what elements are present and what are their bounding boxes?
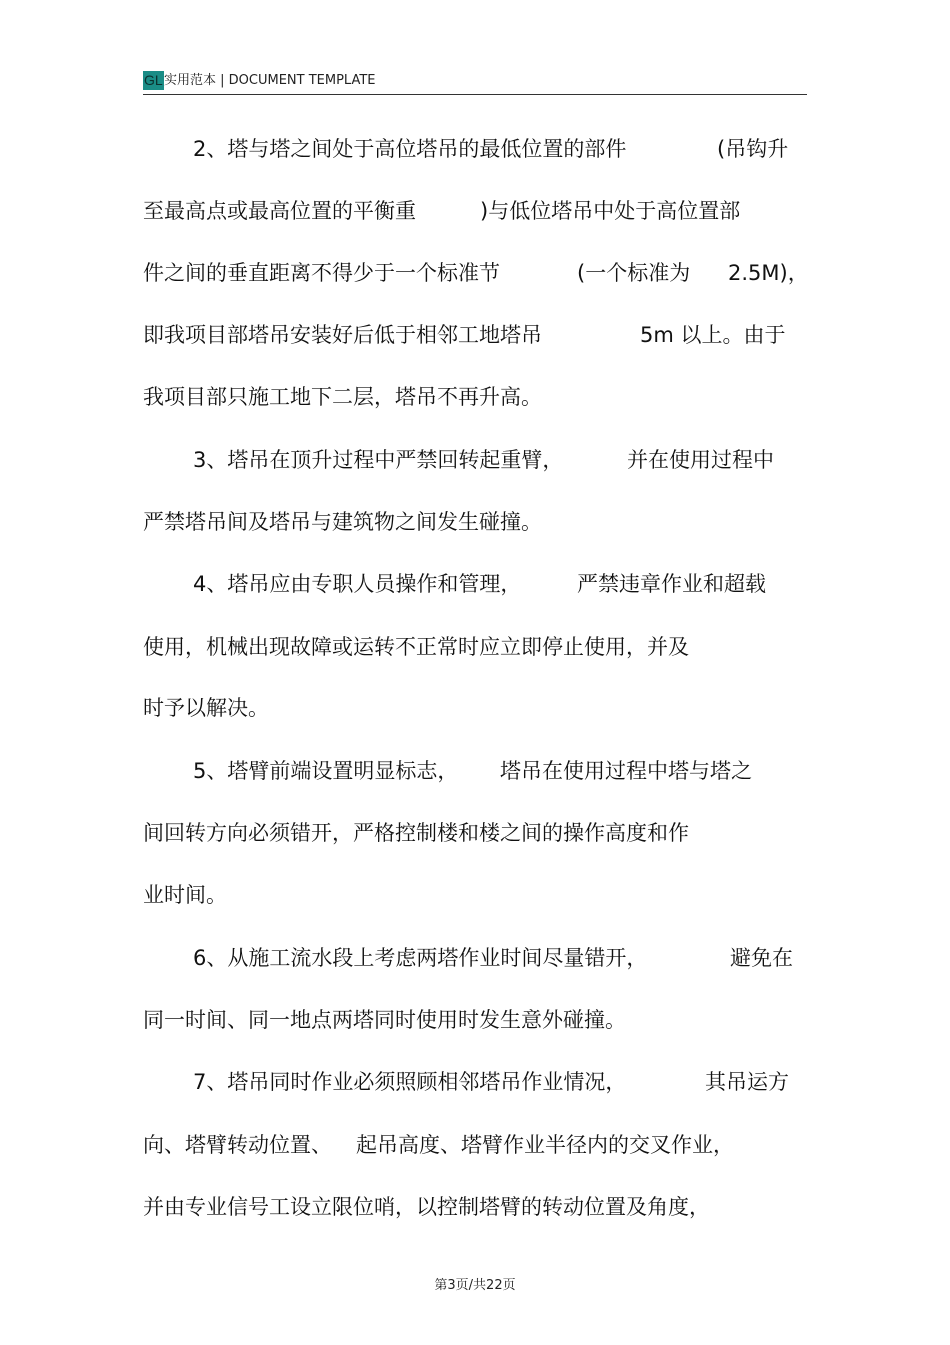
body-line: 我项目部只施工地下二层，塔吊不再升高。 xyxy=(143,385,542,409)
body-line: 避免在 xyxy=(730,946,793,970)
body-line: )与低位塔吊中处于高位置部 xyxy=(480,199,741,223)
body-line: 5、塔臂前端设置明显标志， xyxy=(193,759,459,783)
body-line: 间回转方向必须错开，严格控制楼和楼之间的操作高度和作 xyxy=(143,821,689,845)
page-number: 第3页/共22页 xyxy=(434,1278,516,1293)
body-line: 严禁塔吊间及塔吊与建筑物之间发生碰撞。 xyxy=(143,510,542,534)
body-line: (吊钩升 xyxy=(717,137,789,161)
body-line: 严禁违章作业和超载 xyxy=(577,572,766,596)
body-line: 2.5M)， xyxy=(728,261,809,285)
body-line: 即我项目部塔吊安装好后低于相邻工地塔吊 xyxy=(143,323,542,347)
body-line: 并由专业信号工设立限位哨，以控制塔臂的转动位置及角度， xyxy=(143,1195,710,1219)
header-title: 实用范本 | DOCUMENT TEMPLATE xyxy=(164,73,376,88)
body-line: 其吊运方 xyxy=(705,1070,789,1094)
body-line: 同一时间、同一地点两塔同时使用时发生意外碰撞。 xyxy=(143,1008,626,1032)
body-line: 4、塔吊应由专职人员操作和管理， xyxy=(193,572,522,596)
body-line: 时予以解决。 xyxy=(143,696,269,720)
body-line: 业时间。 xyxy=(143,883,227,907)
page-header xyxy=(143,70,807,95)
body-line: 向、塔臂转动位置、 xyxy=(143,1133,332,1157)
gl-logo: GL xyxy=(144,72,163,88)
body-line: 2、塔与塔之间处于高位塔吊的最低位置的部件 xyxy=(193,137,627,161)
body-line: 起吊高度、塔臂作业半径内的交叉作业， xyxy=(356,1133,734,1157)
body-line: 5m 以上。由于 xyxy=(640,323,786,347)
body-line: (一个标准为 xyxy=(577,261,691,285)
body-line: 7、塔吊同时作业必须照顾相邻塔吊作业情况， xyxy=(193,1070,627,1094)
body-line: 3、塔吊在顶升过程中严禁回转起重臂， xyxy=(193,448,564,472)
body-line: 至最高点或最高位置的平衡重 xyxy=(143,199,416,223)
body-line: 使用，机械出现故障或运转不正常时应立即停止使用，并及 xyxy=(143,635,689,659)
body-line: 塔吊在使用过程中塔与塔之 xyxy=(500,759,752,783)
body-line: 6、从施工流水段上考虑两塔作业时间尽量错开， xyxy=(193,946,648,970)
body-line: 件之间的垂直距离不得少于一个标准节 xyxy=(143,261,500,285)
body-line: 并在使用过程中 xyxy=(627,448,774,472)
